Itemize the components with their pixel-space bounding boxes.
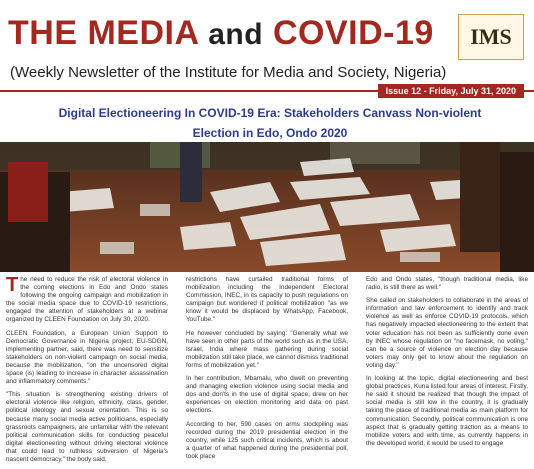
paragraph-text: he need to reduce the risk of electoral violence in the coming elections in Edo and Ondo states following the ongoing campaign and mobilization in the social media space due to COVID-19 restrictions, engaged the attention of stakeholders at a webinar organized by CLEEN Foundation on July 30, 2020. — [6, 276, 168, 324]
title-and: and — [208, 18, 264, 51]
ballot-scene-image — [0, 142, 534, 272]
article-column-1 — [6, 276, 168, 469]
paragraph: "This situation is strengthening existing drivers of electoral violence like religion, ethnicity, class, gender, political ideology and sexual orientation. This is so because many social media active politicians, especially grassroots campaigners, are unfamiliar with the relevant political communication skills for conducting peaceful digital electioneering without driving electoral violence that could lead to ruthless subversion of Nigeria's nascent democracy," the body said. — [6, 391, 168, 463]
title-part-media: THE MEDIA — [8, 14, 199, 52]
paragraph: According to her, 590 cases on arms stockpiling was recorded during the 2019 presidential election in the country, while 125 such critical incidents, which is about a quarter of what happened during the presidential poll, took place — [186, 420, 348, 460]
paragraph: restrictions have curtailed traditional forms of mobilization including the Independent Electoral Commission, INEC, in its capacity to push regulations on campaign but wondered if political mobilization "as we know it would be displaced by WhatsApp, Facebook, YouTube." — [186, 276, 348, 324]
ims-logo — [458, 14, 524, 60]
article-headline — [40, 103, 500, 143]
logo-text: IMS — [470, 24, 512, 49]
drop-cap: T — [6, 274, 19, 296]
newsletter-title — [8, 14, 434, 53]
paragraph — [6, 276, 168, 325]
article-column-3 — [366, 276, 528, 453]
paragraph: CLEEN Foundation, a European Union Support to Democratic Governance in Nigeria project, EU-SDGN, implementing partner, said, there was need to sensitize stakeholders on non-violent campaign on social media, because the mobilization, "on the uncensored digital space (is) leading to increase in character assassination and inflammatory comments." — [6, 329, 168, 386]
headline-line-1: Digital Electioneering In COVID-19 Era: Stakeholders Canvass Non-violent — [58, 106, 482, 120]
article-photo — [0, 142, 534, 272]
headline-line-2: Election in Edo, Ondo 2020 — [192, 126, 348, 140]
paragraph: In her contribution, Mbamalu, who dwelt on preventing and managing election violence using social media and dos and don'ts in the use of digital space, drew on her experiences on election monitoring and data on past elections. — [186, 375, 348, 415]
title-part-covid: COVID-19 — [273, 14, 434, 52]
article-column-2 — [186, 276, 348, 466]
issue-bar — [0, 84, 534, 98]
masthead — [0, 0, 534, 100]
paragraph: In looking at the topic, digital electioneering and best global practices, Kuna listed four areas of interest. Firstly, he said it should be realized that though the impact of social media is still low in the country, it is gradually taking the place of traditional media as main platform for communication. Secondly, political communication is one aspect that is gradually getting traction as a means to mobilize voters and with time, as currently happens in the developed world, it would be used to engage — [366, 375, 528, 447]
issue-badge: Issue 12 - Friday, July 31, 2020 — [378, 84, 524, 98]
article-body — [0, 274, 534, 462]
newsletter-subtitle: (Weekly Newsletter of the Institute for Media and Society, Nigeria) — [10, 64, 447, 81]
paragraph: Edo and Ondo states, "though traditional media, like radio, is still there as well." — [366, 276, 528, 292]
paragraph: She called on stakeholders to collaborate in the areas of information and law enforcement to identify and track violence as well as enforce COVID-19 protocols, which has negatively impacted electioneering to the extent that voter education has not been as sufficiently done even by INEC whose regulation on "no facemask, no voting," can be a source of violence on election day because voters may only get to know about the regulation on voting day." — [366, 297, 528, 369]
paragraph: He however concluded by saying: "Generally what we have seen in other parts of the world such as in the USA, Israel, India where mass gathering during social mobilization still take place, we cannot dismiss traditional forms of mobilization yet." — [186, 329, 348, 369]
